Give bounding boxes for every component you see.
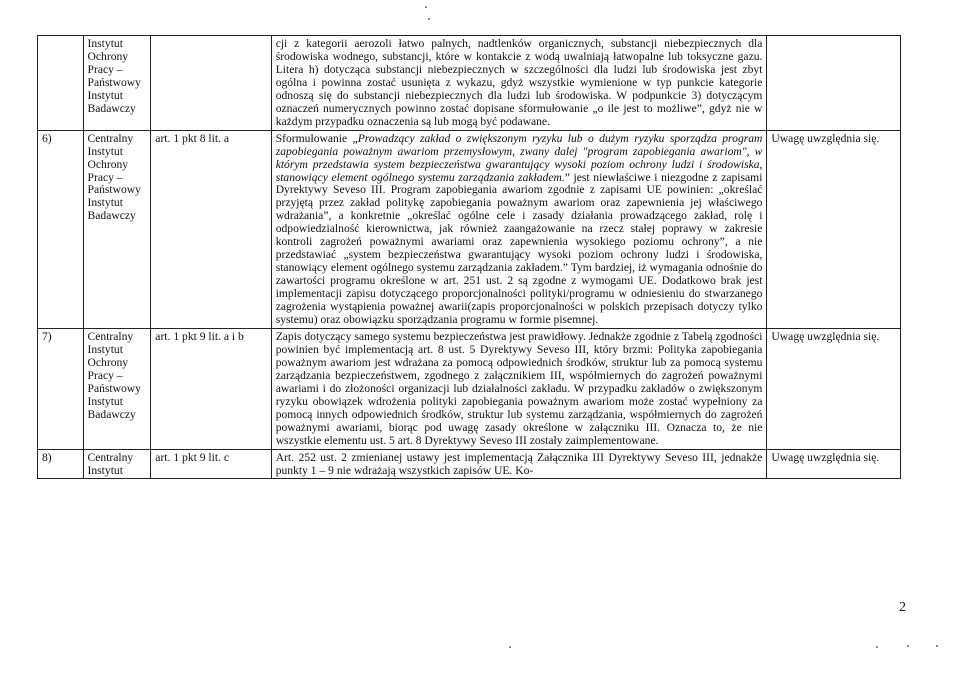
comments-table-body: [38, 36, 901, 479]
remark-text: cji z kategorii aerozoli łatwo palnych, nadtlenków organicznych, substancji niebezpiecznych dla środowiska wodnego, substancji, które w kontakcie z wodą uwalniają łatwopalne lub toksyczne gazu. Litera h) dotycząca substancji niebezpiecznych w szczególności dla ludzi lub środowiska jest zbyt ogólna i powinna zostać usunięta z wykazu, gdyż wszystkie wymienione w typ punkcie kategorie odnoszą się do substancji niebezpiecznych dla ludzi lub środowiska. W podpunkcie 3) dotyczącym oznaczeń numerycznych powinno zostać dopisane sformułowanie „o ile jest to możliwe”, gdyż nie w każdym przypadku oznaczenia są lub mogą być podawane.: [275, 37, 763, 128]
resolution-cell: Uwagę uwzględnia się.: [767, 449, 901, 479]
provision-cell: [151, 36, 271, 131]
provision-cell: art. 1 pkt 9 lit. c: [151, 449, 271, 479]
organization-line: Instytut: [87, 37, 123, 50]
table-row: [38, 328, 901, 449]
organization-line: Instytut: [87, 342, 123, 356]
organization-line: Badawczy: [87, 101, 136, 115]
provision-cell: art. 1 pkt 9 lit. a i b: [151, 328, 271, 449]
table-row: [38, 36, 901, 131]
resolution-cell: [767, 36, 901, 131]
remark-text: Sformułowanie „: [275, 131, 358, 145]
organization-line: Badawczy: [87, 209, 136, 223]
organization-line: Instytut: [87, 196, 123, 210]
resolution-cell: Uwagę uwzględnia się.: [767, 130, 901, 328]
remark-text: Zapis dotyczący samego systemu bezpieczeństwa jest prawidłowy. Jednakże zgodnie z Tabelą zgodności powinien być implementacją art. 8 ust. 5 Dyrektywy Seveso III, który brzmi: Polityka zapobiegania poważnym awariom jest wdrażana za pomocą odpowiednich środków, struktur lub za pomocą systemu zarządzania bezpieczeństwem, zgodnego z załącznikiem III, współmiernych do zagrożeń poważnymi awariami i do złożoności organizacji lub działalności zakładu. W przypadku zakładów o zwiększonym ryzyku obowiązek wdrożenia polityki zapobiegania poważnym awariom może zostać wypełniony za pomocą innych odpowiednich środków, struktur lub systemu zarządzania, współmiernych do zagrożeń poważnymi awariami, biorąc pod uwagę zasady określone w załączniku III. Oznacza to, że nie wszystkie elementu ust. 5 art. 8 Dyrektywy Seveso III zostały zaimplementowane.: [275, 329, 763, 447]
row-number: 7): [38, 328, 84, 449]
table-row: [38, 130, 901, 328]
organization-line: Państwowy: [87, 75, 141, 89]
provision-cell: art. 1 pkt 8 lit. a: [151, 130, 271, 328]
organization-cell: [83, 36, 151, 131]
quoted-italic-text: Prowadzący zakład o zwiększonym ryzyku lub o dużym ryzyku sporządza program zapobiegania poważnym awariom przemysłowym, zwany dalej "program zapobiegania awariom", w którym przedstawia system bezpieczeństwa gwarantujący wysoki poziom ochrony ludzi i środowiska, stanowiący element ogólnego systemu zarządzania zakładem.: [275, 131, 763, 184]
scan-speck: [428, 18, 430, 20]
organization-line: Instytut: [87, 394, 123, 408]
organization-line: Państwowy: [87, 183, 141, 197]
scan-speck: [876, 646, 878, 648]
organization-cell: [83, 130, 151, 328]
scan-speck: [936, 645, 938, 647]
remark-cell: [271, 449, 767, 479]
organization-cell: [83, 328, 151, 449]
organization-line: Instytut: [87, 144, 123, 158]
remark-cell: [271, 328, 767, 449]
table-row: [38, 449, 901, 479]
organization-line: Państwowy: [87, 381, 141, 395]
remark-text: Art. 252 ust. 2 zmienianej ustawy jest implementacją Załącznika III Dyrektywy Seveso III, jednakże punkty 1 – 9 nie wdrażają wszystkich zapisów UE. Ko-: [275, 450, 763, 477]
organization-line: Centralny: [87, 131, 134, 145]
organization-line: Instytut: [87, 463, 123, 477]
organization-line: Centralny: [87, 450, 134, 464]
remark-cell: [271, 130, 767, 328]
scan-speck: [509, 646, 511, 648]
remark-cell: [271, 36, 767, 131]
row-number: 6): [38, 130, 84, 328]
row-number: 8): [38, 449, 84, 479]
organization-line: Ochrony: [87, 355, 129, 369]
resolution-cell: Uwagę uwzględnia się.: [767, 328, 901, 449]
page-number: 2: [899, 600, 906, 615]
scan-speck: [907, 645, 909, 647]
organization-line: Ochrony: [87, 157, 129, 171]
organization-line: Pracy –: [87, 62, 123, 76]
scan-speck: [425, 6, 427, 8]
organization-cell: [83, 449, 151, 479]
organization-line: Instytut: [87, 88, 123, 102]
organization-line: Ochrony: [87, 49, 129, 63]
row-number: [38, 36, 84, 131]
organization-line: Pracy –: [87, 170, 123, 184]
comments-table: [37, 35, 901, 479]
organization-line: Badawczy: [87, 407, 136, 421]
remark-text: ” jest niewłaściwe i niezgodne z zapisami Dyrektywy Seveso III. Program zapobiegania awariom zgodnie z zapisami UE powinien: „określać przyjętą przez zakład politykę zapobiegania poważnym awariom oraz zapewnienia jej właściwego wdrażania”, a konkretnie „określać ogólne cele i zasady działania prowadzącego zakład, rolę i odpowiedzialność kierownictwa, jak również zaangażowanie na rzecz stałej poprawy w zakresie kontroli zagrożeń poważnymi awariami oraz zapewnienia wysokiego poziomu ochrony”, a nie przedstawiać „system bezpieczeństwa gwarantujący wysoki poziom ochrony ludzi i środowiska, stanowiący element ogólnego systemu zarządzania zakładem.” Tym bardziej, iż wymagania odnośnie do zawartości programu określone w art. 251 ust. 2 są zgodne z wymogami UE. Dodatkowo brak jest implementacji zapisu dotyczącego proporcjonalności polityki/programu w odniesieniu do stwarzanego zagrożenia wystąpienia poważnej awarii(zapis proporcjonalności w polskich przepisach dotyczy tylko systemu) oraz obowiązku sporządzania programu w formie pisemnej.: [275, 170, 763, 327]
organization-line: Pracy –: [87, 368, 123, 382]
organization-line: Centralny: [87, 329, 134, 343]
